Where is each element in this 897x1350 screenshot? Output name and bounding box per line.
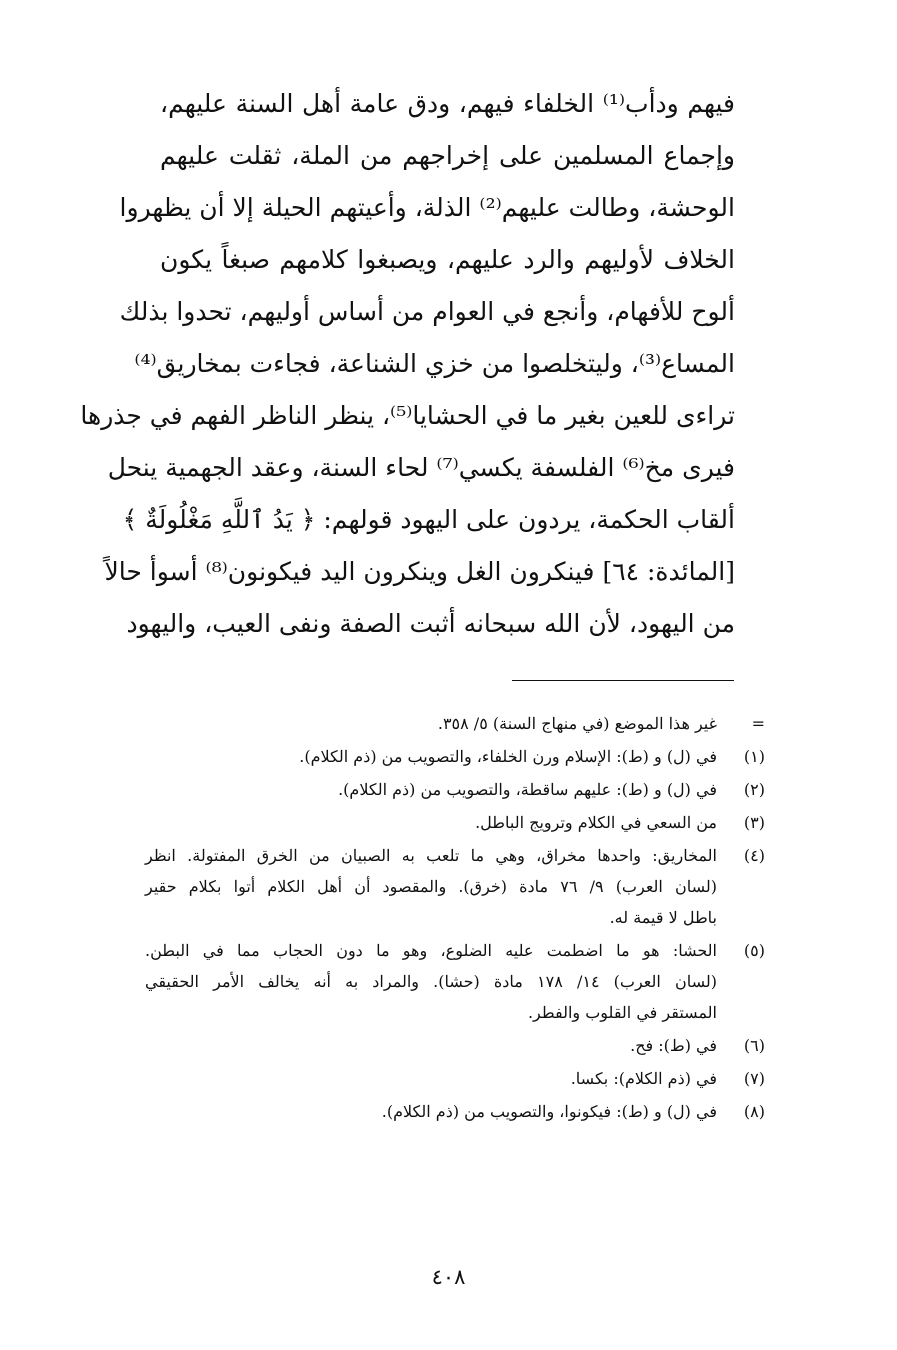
main-text-line: الخلاف لأوليهم والرد عليهم، ويصبغوا كلامهم صبغاً يكون (160, 245, 735, 274)
footnote-number: (٨) (743, 1102, 765, 1121)
footnote-line: المخاريق: واحدها مخراق، وهي ما تلعب به الصبيان من الخرق المفتولة. انظر (145, 846, 717, 865)
footnote-line: الحشا: هو ما اضطمت عليه الضلوع، وهو ما دون الحجاب مما في البطن. (145, 941, 717, 960)
footnote-number: (٦) (743, 1036, 765, 1055)
footnote-text (145, 935, 717, 1028)
page-number: ٤٠٨ (431, 1265, 466, 1289)
footnote-line: المستقر في القلوب والفطر. (527, 1003, 717, 1022)
footnote-text (145, 1096, 717, 1127)
footnote-number: (٤) (743, 846, 765, 865)
footnote-5 (145, 935, 765, 1028)
main-text-line: المساع⁽³⁾، وليتخلصوا من خزي الشناعة، فجاءت بمخاريق⁽⁴⁾ (134, 349, 735, 378)
footnote-line: (لسان العرب) ١٤/ ١٧٨ مادة (حشا). والمراد به أنه يخالف الأمر الحقيقي (145, 972, 718, 991)
footnote-line: في (ل) و (ط): عليهم ساقطة، والتصويب من (ذم الكلام). (338, 780, 717, 799)
footnote-line: في (ل) و (ط): فيكونوا، والتصويب من (ذم الكلام). (381, 1102, 717, 1121)
footnote-text (145, 708, 717, 739)
footnote-line: غير هذا الموضع (في منهاج السنة) ٥/ ٣٥٨. (437, 714, 717, 733)
footnote-line: من السعي في الكلام وترويج الباطل. (475, 813, 717, 832)
footnote-number: (٢) (743, 780, 765, 799)
footnote-text (145, 1063, 717, 1094)
main-text-line: من اليهود، لأن الله سبحانه أثبت الصفة ونفى العيب، واليهود (126, 609, 735, 638)
footnote-text (145, 807, 717, 838)
footnote-number: (١) (743, 747, 765, 766)
footnote-number: = (751, 714, 765, 733)
footnote-text (145, 741, 717, 772)
footnote-text (145, 1030, 717, 1061)
footnote-1 (145, 741, 765, 772)
main-text-line: الوحشة، وطالت عليهم⁽²⁾ الذلة، وأعيتهم الحيلة إلا أن يظهروا (119, 193, 735, 222)
footnote-line: في (ل) و (ط): الإسلام ورن الخلفاء، والتصويب من (ذم الكلام). (299, 747, 717, 766)
footnote-line: باطل لا قيمة له. (609, 908, 717, 927)
main-text-line: وإجماع المسلمين على إخراجهم من الملة، ثقلت عليهم (160, 141, 735, 170)
main-text-line: فيهم ودأب⁽¹⁾ الخلفاء فيهم، ودق عامة أهل السنة عليهم، (160, 89, 735, 118)
footnote-text (145, 840, 717, 933)
main-text-line: فيرى مخ⁽⁶⁾ الفلسفة يكسي⁽⁷⁾ لحاء السنة، وعقد الجهمية ينحل (107, 453, 735, 482)
main-text-line: ألوح للأفهام، وأنجع في العوام من أساس أوليهم، تحدوا بذلك (119, 297, 735, 326)
footnote-8 (145, 1096, 765, 1127)
footnote-continuation (145, 708, 765, 739)
main-text-line: ألقاب الحكمة، يردون على اليهود قولهم: ﴿ يَدُ ٱللَّهِ مَغْلُولَةٌ ﴾ (122, 505, 735, 534)
footnote-6 (145, 1030, 765, 1061)
main-text (80, 78, 735, 650)
footnote-number: (٧) (743, 1069, 765, 1088)
footnote-line: (لسان العرب) ٩/ ٧٦ مادة (خرق). والمقصود أن أهل الكلام أتوا بكلام حقير (145, 877, 718, 896)
footnote-separator (512, 680, 734, 681)
footnote-number: (٣) (743, 813, 765, 832)
footnote-line: في (ط): فح. (630, 1036, 717, 1055)
footnote-3 (145, 807, 765, 838)
footnote-4 (145, 840, 765, 933)
footnotes (145, 708, 765, 1129)
main-text-line: [المائدة: ٦٤] فينكرون الغل وينكرون اليد فيكونون⁽⁸⁾ أسوأ حالاً (104, 557, 735, 586)
main-text-line: تراءى للعين بغير ما في الحشايا⁽⁵⁾، ينظر الناظر الفهم في جذرها (80, 401, 735, 430)
footnote-text (145, 774, 717, 805)
footnote-7 (145, 1063, 765, 1094)
footnote-2 (145, 774, 765, 805)
footnote-line: في (ذم الكلام): بكسا. (570, 1069, 717, 1088)
footnote-number: (٥) (743, 941, 765, 960)
